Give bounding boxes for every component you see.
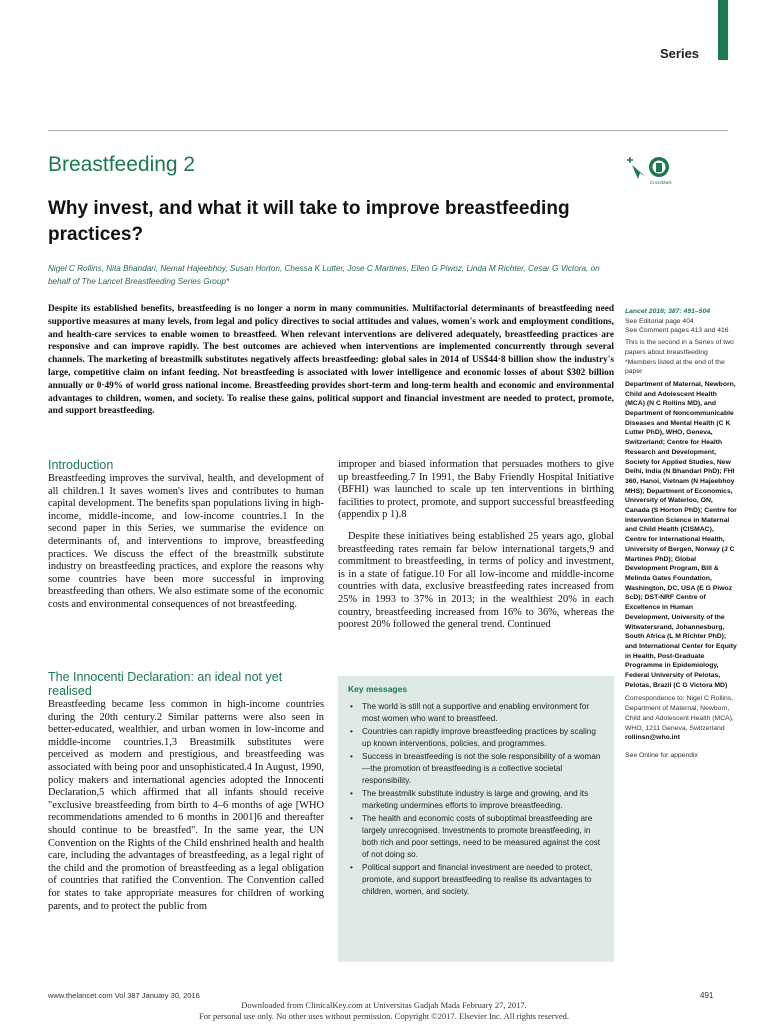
header-rule [48,130,728,131]
see-comment-link[interactable]: See Comment pages 413 and 416 [625,327,729,335]
crossmark-badge[interactable] [624,153,672,189]
citation: Lancet 2016; 387: 491–504 [625,308,711,315]
download-notice: Downloaded from ClinicalKey.com at Universitas Gadjah Mada February 27, 2017. [241,1000,527,1010]
footer-journal: www.thelancet.com Vol 387 January 30, 2016 [48,991,200,1000]
column2-text: improper and biased information that persuades mothers to give up breastfeeding.7 In 1991, the Baby Friendly Hospital Initiative (BFHI) was launched to scale up ten interventions in birthing facilities to protect, promote, and support successful breastfeeding (appendix p 1).8 [338,459,614,521]
introduction-heading: Introduction [48,458,114,472]
correspondence-email[interactable]: rollinsn@who.int [625,734,680,742]
series-note: This is the second in a Series of two papers about breastfeeding [625,339,734,356]
sidebar [625,307,737,761]
section-title: Breastfeeding 2 [48,153,196,176]
copyright-notice: For personal use only. No other uses without permission. Copyright ©2017. Elsevier Inc. All rights reserved. [199,1011,569,1021]
page-number: 491 [700,991,714,1000]
key-message-item: • The world is still not a supportive and enabling environment for most women who want to breastfeed. [362,701,604,725]
key-message-item: • Political support and financial investment are needed to protect, promote, and support breastfeeding to realise its advantages to children, women, and society. [362,862,604,898]
correspondence: Correspondence to: Nigel C Rollins, Department of Maternal, Newborn, Child and Adolescent Health (MCA), WHO, 1211 Geneva, Switzerland [625,695,734,732]
key-message-item: • The health and economic costs of suboptimal breastfeeding are largely unrecognised. Investments to promote breastfeeding, in both rich and poor settings, need to be measured against the cost of not doing so. [362,813,604,861]
column2-text-2: Despite these initiatives being established 25 years ago, global breastfeeding rates remain far below international targets,9 and commitment to breastfeeding, in terms of policy and investment, is in a state of fatigue.10 For all low-income and middle-income countries with data, exclusive breastfeeding rates increased from 25% in 1993 to 37% in 2013; in the wealthiest 20% in each country, breastfeeding increased from 16% to 36%, whereas the poorest 20% followed the general trend. Continued [338,531,614,631]
key-messages-panel [338,676,614,962]
introduction-text: Breastfeeding improves the survival, health, and development of all children.1 It saves women's lives and contributes to human capital development. The benefits span populations living in high-income, middle-income, and low-income countries.1 In the second paper in this Series, we summarise the evidence on determinants of, and interventions to improve, breastfeeding practices. We discuss the effect of the breastmilk substitute industry on breastfeeding practices, and explore the reasons why some countries have been more successful in improving breastfeeding than others. We also estimate some of the economic costs and environmental consequences of not breastfeeding. [48,473,324,610]
key-messages-title: Key messages [348,684,408,694]
innocenti-heading: The Innocenti Declaration: an ideal not yet realised [48,670,283,698]
crossmark-label: CrossMark [650,180,672,185]
innocenti-text: Breastfeeding became less common in high-income countries during the 20th century.2 Similar patterns were also seen in better-educated, wealthier, and urban women in low-income and middle-income countries.1,3 Breastmilk substitutes were perceived as modern and prestigious, and breastfeeding was associated with being poor and unsophisticated.4 In August, 1990, policy makers and international agencies adopted the Innocenti Declaration,5 which affirmed that all infants should receive "exclusive breastfeeding from birth to 4–6 months of age [WHO recommendations amended to 6 months in 2001]6 and thereafter should continue to be breastfed". In the same year, the UN Convention on the Rights of the Child enshrined health and health care, including the advantages of breastfeeding, as a legal right of the child and the promotion of breastfeeding as a legal obligation of countries that ratified the Convention. The Convention called for states to take appropriate measures for children of working parents, and to protect the public from [48,699,324,912]
see-online-link[interactable]: See Online for appendix [625,751,698,759]
abstract: Despite its established benefits, breastfeeding is no longer a norm in many communities. Multifactorial determinants of breastfeeding need supportive measures at many levels, from legal and policy directives to social attitudes and values, women's work and employment conditions, and health-care services to enable women to breastfeed. When relevant interventions are delivered adequately, breastfeeding practices are responsive and can improve rapidly. The best outcomes are achieved when interventions are implemented concurrently through several channels. The marketing of breastmilk substitutes negatively affects breastfeeding: global sales in 2014 of US$44·8 billion show the industry's large, competitive claim on infant feeding. Not breastfeeding is associated with lower intelligence and economic losses of about $302 billion annually or 0·49% of world gross national income. Breastfeeding provides short-term and long-term health and economic and environmental advantages to children, women, and society. To realise these gains, political support and financial investment are needed to protect, promote, and support breastfeeding. [48,304,614,417]
author-list: Nigel C Rollins, Nita Bhandari, Nemat Hajeebhoy, Susan Horton, Chessa K Lutter, Jose C Martines, Ellen G Piwoz, Linda M Richter, Cesar G Victora, on behalf of The Lancet Breastfeeding Series Group* [48,264,600,286]
key-message-item: • Countries can rapidly improve breastfeeding practices by scaling up known interventions, policies, and programmes. [362,726,604,750]
members-note: *Members listed at the end of the paper [625,358,725,376]
series-color-bar [718,0,728,60]
see-editorial-link[interactable]: See Editorial page 404 [625,317,694,325]
affiliations: Department of Maternal, Newborn, Child and Adolescent Health (MCA) (N C Rollins MD), and Department of Noncommunicable Diseases and Mental Health (C K Lutter PhD), WHO, Geneva, Switzerland; Centre for Health Research and Development, Society for Applied Studies, New Delhi, India (N Bhandari PhD); FHI 360, Hanoi, Vietnam (N Hajeebhoy MHS); Department of Economics, University of Waterloo, ON, Canada (S Horton PhD); Centre for Intervention Science in Maternal and Child Health (CISMAC), Centre for International Health, University of Bergen, Norway (J C Martines PhD); Global Development Program, Bill & Melinda Gates Foundation, Washington, DC, USA (E G Piwoz ScD); DST-NRF Centre of Excellence in Human Development, University of the Witwatersrand, Johannesburg, South Africa (L M Richter PhD); and International Center for Equity in Health, Post-Graduate Programme in Epidemiology, Federal University of Pelotas, Pelotas, Brazil (C G Victora MD) [625,380,737,689]
key-message-item: • The breastmilk substitute industry is large and growing, and its marketing undermines efforts to improve breastfeeding. [362,788,604,812]
key-message-item: • Success in breastfeeding is not the sole responsibility of a woman—the promotion of breastfeeding is a collective societal responsibility. [362,751,604,787]
article-title: Why invest, and what it will take to improve breastfeeding practices? [48,198,570,245]
series-label: Series [660,46,700,61]
